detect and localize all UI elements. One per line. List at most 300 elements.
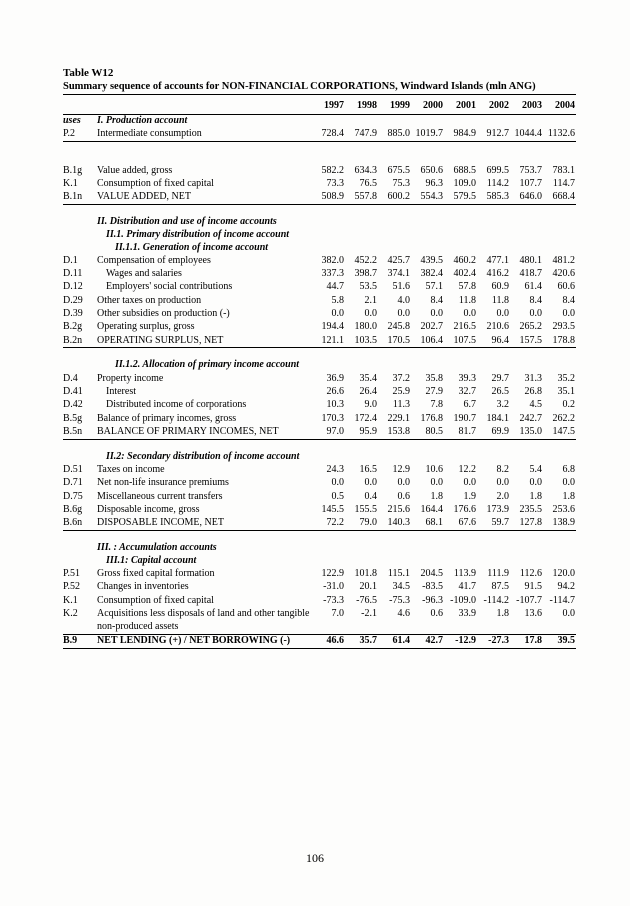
value-cell: -96.3 xyxy=(422,594,443,606)
page-number: 106 xyxy=(306,851,324,865)
row-code: P.51 xyxy=(63,568,80,580)
value-cell: 106.4 xyxy=(411,334,444,348)
value-cell: 34.5 xyxy=(392,581,410,593)
value-cell: 178.8 xyxy=(543,334,576,348)
value-cell: 7.0 xyxy=(312,608,345,635)
value-cell: 79.0 xyxy=(345,517,378,531)
value-cell: 6.8 xyxy=(562,464,575,476)
table-row xyxy=(63,128,576,142)
row-code: D.11 xyxy=(63,268,83,280)
value-cell: 180.0 xyxy=(354,321,377,333)
section-heading: II.1. Primary distribution of income account xyxy=(106,228,290,240)
row-code: D.29 xyxy=(63,294,83,306)
value-cell: 481.2 xyxy=(552,254,575,266)
value-cell: 26.8 xyxy=(524,386,542,398)
value-cell: 885.0 xyxy=(378,128,411,142)
value-cell: 3.2 xyxy=(496,399,509,411)
row-code: B.6n xyxy=(63,517,97,531)
value-cell: 61.4 xyxy=(378,634,411,648)
value-cell: 0.0 xyxy=(529,308,542,320)
value-cell: 46.6 xyxy=(312,634,345,648)
value-cell: 0.0 xyxy=(496,477,509,489)
section-heading-row xyxy=(63,216,576,229)
table-row xyxy=(63,268,576,281)
table-row xyxy=(63,490,576,503)
value-cell: 97.0 xyxy=(312,425,345,439)
spacer-row xyxy=(63,142,576,154)
value-cell: 8.4 xyxy=(529,294,542,306)
section-heading-row xyxy=(63,115,576,128)
row-code xyxy=(63,229,97,242)
value-cell: 81.7 xyxy=(444,425,477,439)
value-cell: 585.3 xyxy=(477,191,510,205)
row-label: Balance of primary incomes, gross xyxy=(97,412,237,424)
value-cell: 9.0 xyxy=(364,399,377,411)
value-cell: 0.0 xyxy=(529,477,542,489)
value-cell: 114.7 xyxy=(552,177,575,189)
value-cell: -2.1 xyxy=(345,608,378,635)
row-label: Consumption of fixed capital xyxy=(97,594,214,606)
value-cell: 35.1 xyxy=(557,386,575,398)
value-cell: 557.8 xyxy=(345,191,378,205)
value-cell: 91.5 xyxy=(524,581,542,593)
section-heading: III.1: Capital account xyxy=(106,554,197,566)
row-label: Operating surplus, gross xyxy=(97,321,195,333)
value-cell: 508.9 xyxy=(312,191,345,205)
value-cell: 72.2 xyxy=(312,517,345,531)
value-cell: 2.1 xyxy=(364,294,377,306)
row-code xyxy=(63,359,97,372)
value-cell: 107.5 xyxy=(444,334,477,348)
value-cell: 111.9 xyxy=(487,568,509,580)
row-code xyxy=(63,451,97,464)
row-label: Changes in inventories xyxy=(97,581,189,593)
section-heading: I. Production account xyxy=(97,115,188,126)
year-column-header: 2003 xyxy=(510,97,543,115)
value-cell: 73.3 xyxy=(326,177,344,189)
value-cell: 26.4 xyxy=(359,386,377,398)
value-cell: 235.5 xyxy=(519,503,542,515)
section-heading-row xyxy=(63,542,576,555)
value-cell: 114.2 xyxy=(486,177,509,189)
section-heading: II.1.2. Allocation of primary income account xyxy=(115,359,300,371)
value-cell: 245.8 xyxy=(387,321,410,333)
row-code: uses xyxy=(63,115,81,126)
value-cell: 204.5 xyxy=(420,568,443,580)
value-cell: 1019.7 xyxy=(411,128,444,142)
value-cell: 13.6 xyxy=(510,608,543,635)
value-cell: -31.0 xyxy=(323,581,344,593)
value-cell: 675.5 xyxy=(387,164,410,176)
value-cell: 12.9 xyxy=(392,464,410,476)
value-cell: 107.7 xyxy=(519,177,542,189)
value-cell: 17.8 xyxy=(510,634,543,648)
table-row xyxy=(63,281,576,294)
value-cell: 59.7 xyxy=(477,517,510,531)
table-row xyxy=(63,386,576,399)
value-cell: 170.3 xyxy=(321,412,344,424)
value-cell: 242.7 xyxy=(519,412,542,424)
row-label: Intermediate consumption xyxy=(97,128,312,142)
value-cell: 229.1 xyxy=(387,412,410,424)
value-cell: 420.6 xyxy=(552,268,575,280)
value-cell: 0.0 xyxy=(562,308,575,320)
value-cell: 634.3 xyxy=(354,164,377,176)
year-column-header: 1999 xyxy=(378,97,411,115)
row-code xyxy=(63,555,97,568)
value-cell: 60.9 xyxy=(491,281,509,293)
value-cell: 0.0 xyxy=(562,477,575,489)
table-header xyxy=(63,66,576,95)
value-cell: 31.3 xyxy=(524,372,542,384)
section-heading-row xyxy=(63,242,576,255)
value-cell: 35.2 xyxy=(557,372,575,384)
value-cell: 4.6 xyxy=(378,608,411,635)
value-cell: 0.0 xyxy=(364,308,377,320)
value-cell: 36.9 xyxy=(326,372,344,384)
row-label: Employers' social contributions xyxy=(106,281,233,293)
row-code: K.1 xyxy=(63,594,78,606)
value-cell: 0.4 xyxy=(364,490,377,502)
value-cell: 554.3 xyxy=(411,191,444,205)
value-cell: 579.5 xyxy=(444,191,477,205)
row-code: B.6g xyxy=(63,503,83,515)
value-cell: 0.0 xyxy=(364,477,377,489)
value-cell: 747.9 xyxy=(345,128,378,142)
section-heading: II.1.1. Generation of income account xyxy=(115,241,269,253)
value-cell: -83.5 xyxy=(422,581,443,593)
value-cell: 44.7 xyxy=(326,281,344,293)
row-label: DISPOSABLE INCOME, NET xyxy=(97,517,312,531)
value-cell: 11.3 xyxy=(392,399,410,411)
value-cell: 688.5 xyxy=(453,164,476,176)
value-cell: 145.5 xyxy=(321,503,344,515)
value-cell: 33.9 xyxy=(444,608,477,635)
table-row xyxy=(63,177,576,190)
value-cell: 382.4 xyxy=(420,268,443,280)
section-heading-row xyxy=(63,359,576,372)
value-cell: 0.6 xyxy=(397,490,410,502)
value-cell: 155.5 xyxy=(354,503,377,515)
value-cell: 32.7 xyxy=(458,386,476,398)
table-row xyxy=(63,517,576,531)
row-code: B.5n xyxy=(63,425,97,439)
value-cell: 194.4 xyxy=(321,321,344,333)
table-row xyxy=(63,477,576,490)
value-cell: 0.0 xyxy=(397,477,410,489)
table-row xyxy=(63,294,576,307)
value-cell: 402.4 xyxy=(453,268,476,280)
value-cell: 600.2 xyxy=(378,191,411,205)
row-label: Net non-life insurance premiums xyxy=(97,477,229,489)
value-cell: 728.4 xyxy=(312,128,345,142)
value-cell: 418.7 xyxy=(519,268,542,280)
year-column-header: 2000 xyxy=(411,97,444,115)
value-cell: 12.2 xyxy=(458,464,476,476)
spacer xyxy=(63,204,576,216)
value-cell: 75.3 xyxy=(392,177,410,189)
row-label: Acquisitions less disposals of land and other tangible non-produced assets xyxy=(97,608,312,635)
value-cell: 51.6 xyxy=(392,281,410,293)
value-cell: 35.4 xyxy=(359,372,377,384)
value-cell: 293.5 xyxy=(552,321,575,333)
year-column-header: 2001 xyxy=(444,97,477,115)
value-cell: 7.8 xyxy=(430,399,443,411)
value-cell: 109.0 xyxy=(453,177,476,189)
value-cell: 69.9 xyxy=(477,425,510,439)
value-cell: 398.7 xyxy=(354,268,377,280)
section-heading: II. Distribution and use of income accounts xyxy=(97,215,277,227)
value-cell: 1.8 xyxy=(477,608,510,635)
spacer-row xyxy=(63,439,576,451)
value-cell: 0.0 xyxy=(463,308,476,320)
row-code: D.42 xyxy=(63,399,83,411)
value-cell: 35.7 xyxy=(345,634,378,648)
row-code: K.1 xyxy=(63,177,78,189)
value-cell: 94.2 xyxy=(557,581,575,593)
value-cell: 0.0 xyxy=(397,308,410,320)
row-code: B.5g xyxy=(63,412,83,424)
value-cell: 0.0 xyxy=(430,308,443,320)
value-cell: 0.0 xyxy=(331,477,344,489)
year-header-row xyxy=(63,97,576,115)
row-label: Value added, gross xyxy=(97,164,173,176)
value-cell: 0.0 xyxy=(496,308,509,320)
value-cell: 4.5 xyxy=(529,399,542,411)
value-cell: 202.7 xyxy=(420,321,443,333)
value-cell: 53.5 xyxy=(359,281,377,293)
value-cell: 8.4 xyxy=(562,294,575,306)
value-cell: 57.1 xyxy=(425,281,443,293)
row-code xyxy=(63,242,97,255)
value-cell: 184.1 xyxy=(486,412,509,424)
value-cell: 57.8 xyxy=(458,281,476,293)
value-cell: 95.9 xyxy=(345,425,378,439)
row-label: Disposable income, gross xyxy=(97,503,200,515)
spacer-row xyxy=(63,348,576,360)
year-column-header: 1998 xyxy=(345,97,378,115)
value-cell: 39.5 xyxy=(543,634,576,648)
value-cell: 215.6 xyxy=(387,503,410,515)
label-col-header xyxy=(97,97,312,115)
value-cell: 10.3 xyxy=(326,399,344,411)
value-cell: -73.3 xyxy=(323,594,344,606)
row-code: B.1n xyxy=(63,191,97,205)
value-cell: 112.6 xyxy=(519,568,542,580)
value-cell: -76.5 xyxy=(356,594,377,606)
value-cell: 1.8 xyxy=(529,490,542,502)
value-cell: 39.3 xyxy=(458,372,476,384)
value-cell: 60.6 xyxy=(557,281,575,293)
spacer-row xyxy=(63,204,576,216)
value-cell: 6.7 xyxy=(463,399,476,411)
value-cell: -114.2 xyxy=(483,594,509,606)
value-cell: 0.6 xyxy=(411,608,444,635)
value-cell: 582.2 xyxy=(321,164,344,176)
value-cell: 265.2 xyxy=(519,321,542,333)
value-cell: 480.1 xyxy=(519,254,542,266)
row-code: P.2 xyxy=(63,128,97,142)
value-cell: 783.1 xyxy=(552,164,575,176)
value-cell: 912.7 xyxy=(477,128,510,142)
value-cell: 668.4 xyxy=(543,191,576,205)
row-label: Other subsidies on production (-) xyxy=(97,308,230,320)
value-cell: 1132.6 xyxy=(543,128,576,142)
value-cell: 29.7 xyxy=(491,372,509,384)
table-subtitle: Summary sequence of accounts for NON-FINANCIAL CORPORATIONS, Windward Islands (mln ANG) xyxy=(63,81,536,92)
value-cell: 26.5 xyxy=(491,386,509,398)
value-cell: 20.1 xyxy=(359,581,377,593)
value-cell: 262.2 xyxy=(552,412,575,424)
value-cell: 153.8 xyxy=(378,425,411,439)
row-code: D.1 xyxy=(63,254,78,266)
value-cell: 68.1 xyxy=(411,517,444,531)
value-cell: 452.2 xyxy=(354,254,377,266)
value-cell: 0.2 xyxy=(562,399,575,411)
value-cell: 103.5 xyxy=(345,334,378,348)
value-cell: -27.3 xyxy=(477,634,510,648)
value-cell: 646.0 xyxy=(510,191,543,205)
table-row xyxy=(63,425,576,439)
value-cell: 5.4 xyxy=(529,464,542,476)
row-code: P.52 xyxy=(63,581,80,593)
value-cell: 0.0 xyxy=(543,608,576,635)
row-code: B.1g xyxy=(63,164,83,176)
spacer xyxy=(63,531,576,543)
row-label: OPERATING SURPLUS, NET xyxy=(97,334,312,348)
row-code: K.2 xyxy=(63,608,97,635)
value-cell: -107.7 xyxy=(516,594,542,606)
row-label: Distributed income of corporations xyxy=(106,399,247,411)
value-cell: 0.0 xyxy=(331,308,344,320)
value-cell: 37.2 xyxy=(392,372,410,384)
value-cell: 61.4 xyxy=(524,281,542,293)
value-cell: 140.3 xyxy=(378,517,411,531)
value-cell: 41.7 xyxy=(458,581,476,593)
table-row xyxy=(63,412,576,425)
value-cell: 76.5 xyxy=(359,177,377,189)
row-code xyxy=(63,542,97,555)
value-cell: 416.2 xyxy=(486,268,509,280)
value-cell: 753.7 xyxy=(519,164,542,176)
table-row xyxy=(63,503,576,516)
value-cell: 87.5 xyxy=(491,581,509,593)
value-cell: 80.5 xyxy=(411,425,444,439)
section-heading-row xyxy=(63,451,576,464)
table-row xyxy=(63,191,576,205)
value-cell: 699.5 xyxy=(486,164,509,176)
value-cell: 0.5 xyxy=(331,490,344,502)
value-cell: 176.8 xyxy=(420,412,443,424)
table-row xyxy=(63,608,576,635)
table-row xyxy=(63,372,576,385)
table-row xyxy=(63,321,576,334)
value-cell: 26.6 xyxy=(326,386,344,398)
value-cell: 67.6 xyxy=(444,517,477,531)
value-cell: 382.0 xyxy=(321,254,344,266)
row-code: B.2n xyxy=(63,334,97,348)
value-cell: 24.3 xyxy=(326,464,344,476)
row-label: BALANCE OF PRIMARY INCOMES, NET xyxy=(97,425,312,439)
value-cell: 0.0 xyxy=(430,477,443,489)
section-heading-row xyxy=(63,229,576,242)
value-cell: 8.4 xyxy=(430,294,443,306)
value-cell: 4.0 xyxy=(397,294,410,306)
table-row xyxy=(63,581,576,594)
value-cell: 147.5 xyxy=(543,425,576,439)
spacer xyxy=(63,348,576,360)
row-code: D.75 xyxy=(63,490,83,502)
spacer-row xyxy=(63,531,576,543)
row-code xyxy=(63,216,97,229)
spacer xyxy=(63,439,576,451)
value-cell: 27.9 xyxy=(425,386,443,398)
value-cell: 1.8 xyxy=(430,490,443,502)
value-cell: 8.2 xyxy=(496,464,509,476)
value-cell: 172.4 xyxy=(354,412,377,424)
row-code: D.39 xyxy=(63,308,83,320)
row-code: B.9 xyxy=(63,634,97,648)
value-cell: 984.9 xyxy=(444,128,477,142)
value-cell: 101.8 xyxy=(354,568,377,580)
row-label: Consumption of fixed capital xyxy=(97,177,214,189)
value-cell: 439.5 xyxy=(420,254,443,266)
section-heading: II.2: Secondary distribution of income account xyxy=(106,450,300,462)
table-row xyxy=(63,334,576,348)
value-cell: 210.6 xyxy=(486,321,509,333)
value-cell: 460.2 xyxy=(453,254,476,266)
accounts-table xyxy=(63,97,576,649)
value-cell: 1.9 xyxy=(463,490,476,502)
value-cell: -12.9 xyxy=(444,634,477,648)
value-cell: 176.6 xyxy=(453,503,476,515)
table-row xyxy=(63,568,576,581)
value-cell: 115.1 xyxy=(387,568,410,580)
row-code: D.12 xyxy=(63,281,83,293)
row-code: B.2g xyxy=(63,321,83,333)
value-cell: 122.9 xyxy=(321,568,344,580)
table-row xyxy=(63,464,576,477)
table-row xyxy=(63,308,576,321)
value-cell: 127.8 xyxy=(510,517,543,531)
value-cell: 113.9 xyxy=(453,568,476,580)
value-cell: 11.8 xyxy=(491,294,509,306)
row-label: Miscellaneous current transfers xyxy=(97,490,223,502)
row-label: Compensation of employees xyxy=(97,254,211,266)
year-column-header: 2002 xyxy=(477,97,510,115)
value-cell: 135.0 xyxy=(510,425,543,439)
year-column-header: 1997 xyxy=(312,97,345,115)
value-cell: 425.7 xyxy=(387,254,410,266)
value-cell: 170.5 xyxy=(378,334,411,348)
table-row xyxy=(63,594,576,607)
value-cell: 25.9 xyxy=(392,386,410,398)
value-cell: 164.4 xyxy=(420,503,443,515)
value-cell: 10.6 xyxy=(425,464,443,476)
table-title: Table W12 xyxy=(63,67,114,79)
row-code: D.51 xyxy=(63,464,83,476)
year-column-header: 2004 xyxy=(543,97,576,115)
value-cell: 35.8 xyxy=(425,372,443,384)
spacer-row xyxy=(63,153,576,164)
value-cell: 253.6 xyxy=(552,503,575,515)
value-cell: 0.0 xyxy=(463,477,476,489)
value-cell: 96.4 xyxy=(477,334,510,348)
table-row xyxy=(63,164,576,177)
value-cell: 1.8 xyxy=(562,490,575,502)
table-row xyxy=(63,634,576,648)
row-label: Other taxes on production xyxy=(97,294,202,306)
